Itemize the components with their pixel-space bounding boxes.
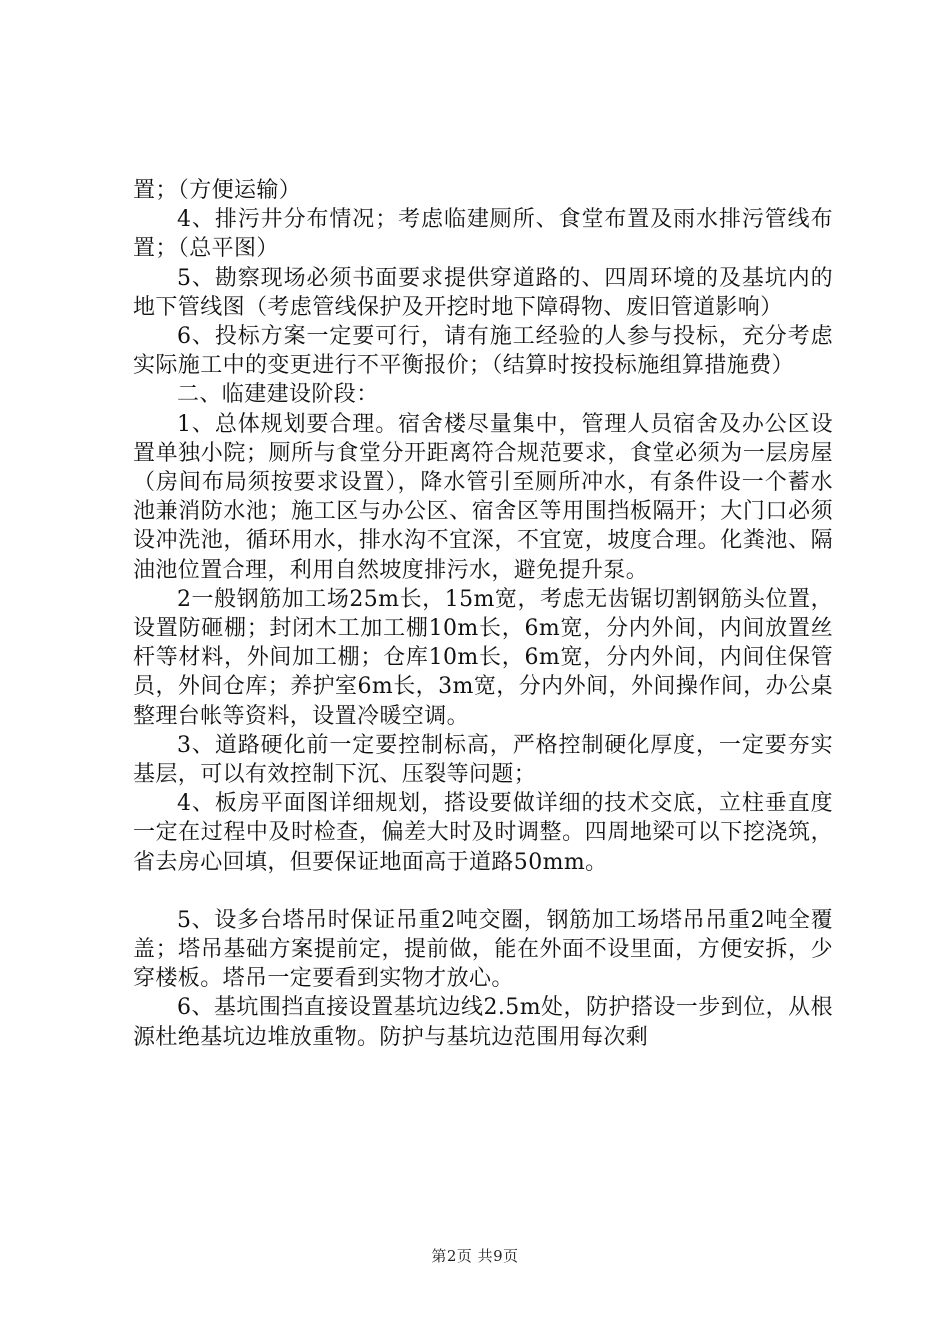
paragraph-item-6-pit-enclosure: 6、基坑围挡直接设置基坑边线2.5m处，防护搭设一步到位，从根源杜绝基坑边堆放重物。防护与基坑边范围用每次剩 [133, 995, 833, 1050]
page-number-footer: 第2页 共9页 [431, 1247, 519, 1265]
paragraph-spacer [133, 877, 833, 906]
paragraph-continuation: 置；（方便运输） [133, 178, 302, 203]
section-heading-temporary-construction: 二、临建建设阶段： [177, 382, 379, 408]
paragraph-item-4-board-houses: 4、板房平面图详细规划，搭设要做详细的技术交底，立柱垂直度一定在过程中及时检查，偏差大时及时调整。四周地梁可以下挖浇筑，省去房心回填，但要保证地面高于道路50mm。 [133, 791, 833, 875]
paragraph-item-3-roads: 3、道路硬化前一定要控制标高，严格控制硬化厚度，一定要夯实基层，可以有效控制下沉、压裂等问题； [133, 732, 833, 788]
paragraph-item-6-bidding: 6、投标方案一定要可行，请有施工经验的人参与投标，充分考虑实际施工中的变更进行不平衡报价；（结算时按投标施组算措施费） [133, 324, 833, 379]
paragraph-item-5-survey: 5、勘察现场必须书面要求提供穿道路的、四周环境的及基坑内的地下管线图（考虑管线保护及开挖时地下障碍物、废旧管道影响） [133, 265, 833, 320]
paragraph-item-4-sewage: 4、排污井分布情况；考虑临建厕所、食堂布置及雨水排污管线布置；（总平图） [133, 207, 833, 262]
document-body [133, 176, 833, 1052]
paragraph-item-2-workshops: 2一般钢筋加工场25m长，15m宽，考虑无齿锯切割钢筋头位置，设置防砸棚；封闭木工加工棚10m长，6m宽，分内外间，内间放置丝杆等材料，外间加工棚；仓库10m长，6m宽，分内外间，内间住保管员，外间仓库；养护室6m长，3m宽，分内外间，外间操作间，办公桌整理台帐等资料，设置冷暖空调。 [133, 586, 833, 729]
paragraph-item-5-tower-cranes: 5、设多台塔吊时保证吊重2吨交圈，钢筋加工场塔吊吊重2吨全覆盖；塔吊基础方案提前定，提前做，能在外面不设里面，方便安拆，少穿楼板。塔吊一定要看到实物才放心。 [133, 907, 833, 992]
paragraph-item-1-planning: 1、总体规划要合理。宿舍楼尽量集中，管理人员宿舍及办公区设置单独小院；厕所与食堂分开距离符合规范要求，食堂必须为一层房屋（房间布局须按要求设置），降水管引至厕所冲水，有条件设一个蓄水池兼消防水池；施工区与办公区、宿舍区等用围挡板隔开；大门口必须设冲洗池，循环用水，排水沟不宜深，不宜宽，坡度合理。化粪池、隔油池位置合理，利用自然坡度排污水，避免提升泵。 [133, 411, 833, 583]
